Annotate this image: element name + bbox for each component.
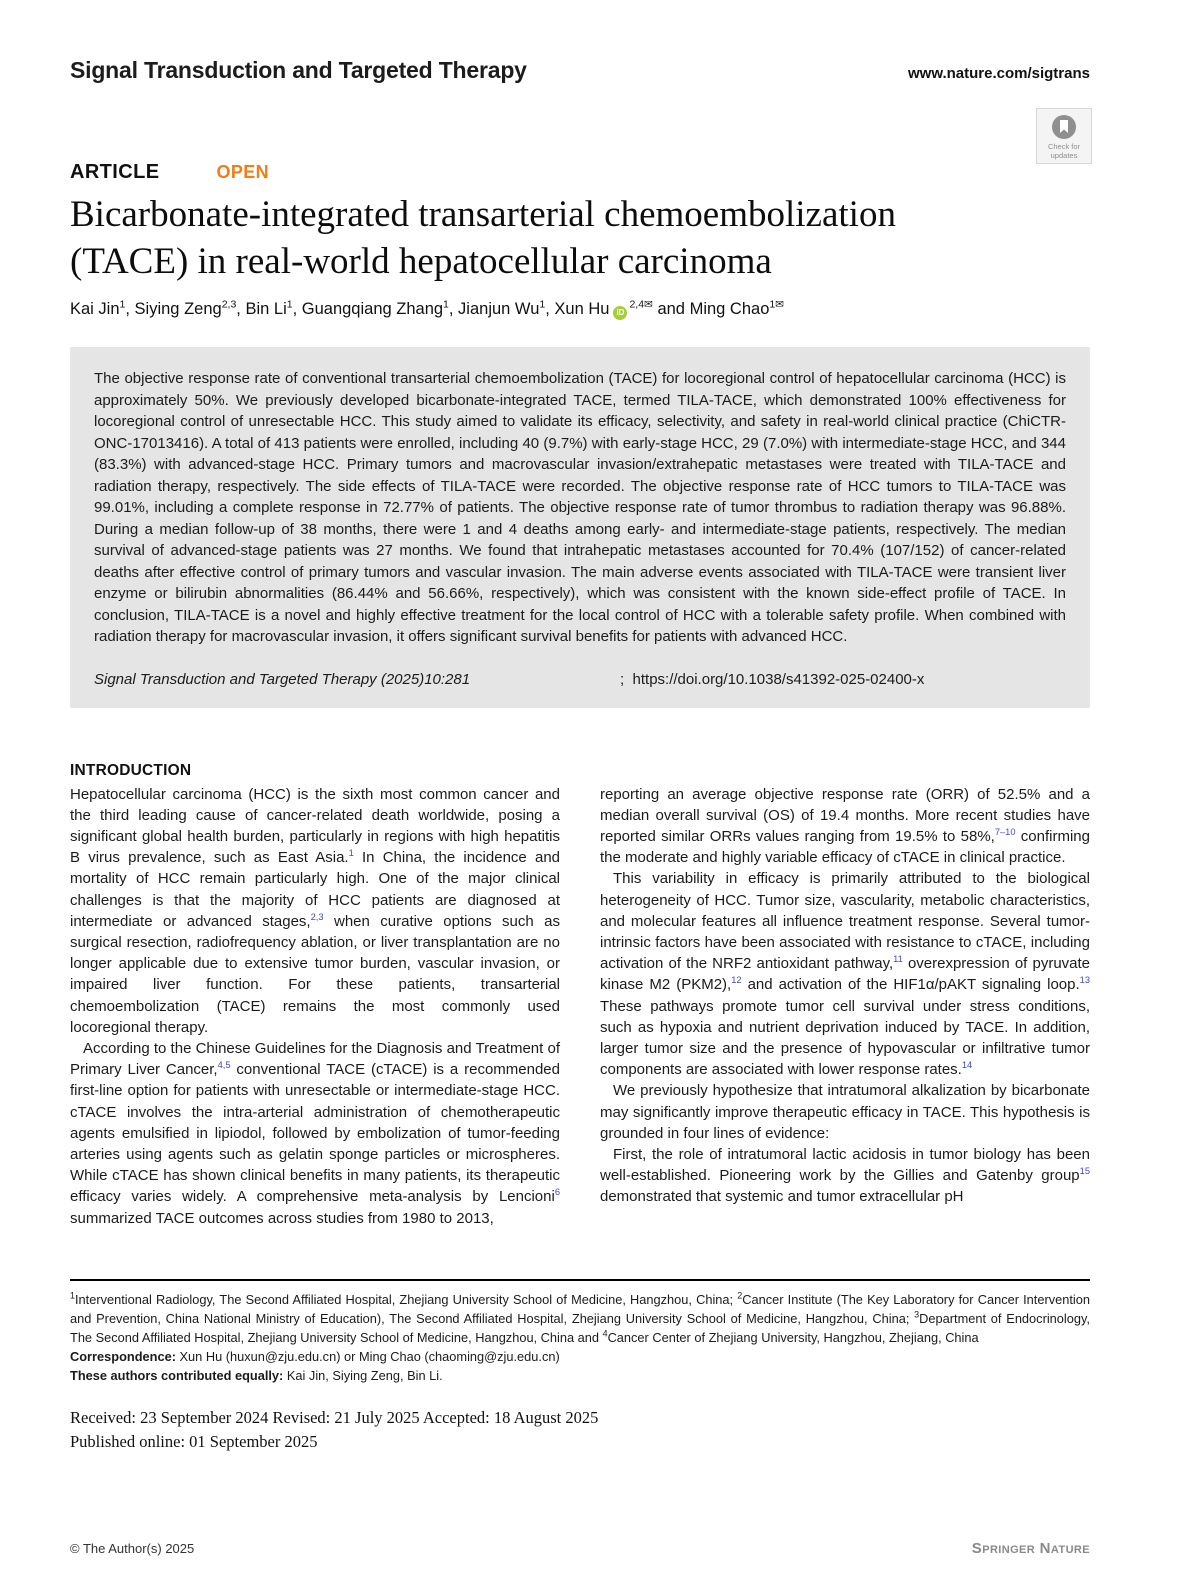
journal-url-link[interactable]: www.nature.com/sigtrans <box>908 65 1090 82</box>
doi-link[interactable]: https://doi.org/10.1038/s41392-025-02400-x <box>632 670 925 688</box>
introduction-heading: INTRODUCTION <box>70 761 192 779</box>
check-for-updates-label: Check for updates <box>1047 142 1081 160</box>
footnotes-block <box>70 1290 1090 1385</box>
orcid-icon[interactable]: iD <box>613 306 627 320</box>
left-column <box>70 784 560 1229</box>
equal-contribution-line: These authors contributed equally: Kai Jin, Siying Zeng, Bin Li. <box>70 1367 443 1383</box>
abstract-box <box>70 347 1090 708</box>
bookmark-circle-icon <box>1051 114 1077 140</box>
journal-name: Signal Transduction and Targeted Therapy <box>70 57 527 83</box>
article-dates <box>70 1406 1090 1454</box>
right-column <box>600 784 1090 1229</box>
correspondence-line: Correspondence: Xun Hu (huxun@zju.edu.cn) or Ming Chao (chaoming@zju.edu.cn) <box>70 1348 560 1364</box>
article-type-label: ARTICLE <box>70 161 160 183</box>
paragraph: First, the role of intratumoral lactic acidosis in tumor biology has been well-established. Pioneering work by the Gillies and Gatenby group$^{15}$ demonstrated that systemic and tumor extracellular pH <box>600 1145 1090 1206</box>
received-revised-accepted-line: Received: 23 September 2024 Revised: 21 July 2025 Accepted: 18 August 2025 <box>70 1407 599 1427</box>
page-footer <box>70 1540 1090 1557</box>
citation-journal-volume: Signal Transduction and Targeted Therapy (2025)10:281 <box>94 670 471 688</box>
copyright-notice: © The Author(s) 2025 <box>70 1541 195 1556</box>
author-list: Kai Jin$^1$, Siying Zeng$^{2,3}$, Bin Li$^1$, Guangqiang Zhang$^1$, Jianjun Wu$^1$, Xun Hu $iD^{2,4✉}$ and Ming Chao$^{1✉}$ <box>70 298 785 318</box>
citation-row <box>94 671 1066 688</box>
published-online-line: Published online: 01 September 2025 <box>70 1431 318 1451</box>
title-line-2: (TACE) in real-world hepatocellular carcinoma <box>70 241 772 282</box>
citation-separator: ; <box>620 670 625 688</box>
abstract-text: The objective response rate of conventional transarterial chemoembolization (TACE) for locoregional control of hepatocellular carcinoma (HCC) is approximately 50%. We previously developed bicarbonate-integrated TACE, termed TILA-TACE, which demonstrated 100% effectiveness for locoregional control of unresectable HCC. This study aimed to validate its efficacy, selectivity, and safety in real-world clinical practice (ChiCTR-ONC-17013416). A total of 413 patients were enrolled, including 40 (9.7%) with early-stage HCC, 29 (7.0%) with intermediate-stage HCC, and 344 (83.3%) with advanced-stage HCC. Primary tumors and macrovascular invasion/extrahepatic metastases were treated with TILA-TACE and radiation therapy, respectively. The side effects of TILA-TACE were recorded. The objective response rate of HCC tumors to TILA-TACE was 99.01%, including a complete response in 72.77% of patients. The objective response rate of tumor thrombus to radiation therapy was 96.88%. During a median follow-up of 38 months, there were 1 and 4 deaths among early- and intermediate-stage patients, respectively. The median survival of advanced-stage patients was 27 months. We found that intrahepatic metastases accounted for 70.4% (107/152) of cancer-related deaths after effective control of primary tumors and vascular invasion. The main adverse events associated with TILA-TACE were transient liver enzyme or bilirubin abnormalities (86.44% and 56.66%, respectively), which was consistent with the known side-effect profile of TACE. In conclusion, TILA-TACE is a novel and highly effective treatment for the local control of HCC with a tolerable safety profile. When combined with radiation therapy for macrovascular invasion, it offers significant survival benefits for patients with advanced HCC. <box>94 370 1066 645</box>
title-line-1: Bicarbonate-integrated transarterial chemoembolization <box>70 194 896 235</box>
affiliations-text: $^1$Interventional Radiology, The Second Affiliated Hospital, Zhejiang University School of Medicine, Hangzhou, China; $^2$Cancer Institute (The Key Laboratory for Cancer Intervention and Prevention, China National Ministry of Education), The Second Affiliated Hospital, Zhejiang University School of Medicine, Hangzhou, China; $^3$Department of Endocrinology, The Second Affiliated Hospital, Zhejiang University School of Medicine, Hangzhou, China and $^4$Cancer Center of Zhejiang University, Hangzhou, Zhejiang, China <box>70 1290 1090 1345</box>
citation-doi-wrap <box>620 671 924 688</box>
introduction-section <box>70 762 1090 1229</box>
check-for-updates-badge[interactable] <box>1036 108 1092 164</box>
page-header <box>70 0 1090 84</box>
paragraph: reporting an average objective response rate (ORR) of 52.5% and a median overall survival (OS) of 19.4 months. More recent studies have reported similar ORRs values ranging from 19.5% to 58%,$^{7-10}$ confirming the moderate and highly variable efficacy of cTACE in clinical practice. <box>600 785 1090 867</box>
article-title <box>70 191 1090 285</box>
two-column-body <box>70 784 1090 1229</box>
article-kind-row <box>70 161 1090 184</box>
paragraph: According to the Chinese Guidelines for the Diagnosis and Treatment of Primary Liver Cancer,$^{4,5}$ conventional TACE (cTACE) is a recommended first-line option for patients with unresectable or intermediate-stage HCC. cTACE involves the intra-arterial administration of chemotherapeutic agents emulsified in lipiodol, followed by embolization of tumor-feeding arteries using agents such as gelatin sponge particles or microspheres. While cTACE has shown clinical benefits in many patients, its therapeutic efficacy varies widely. A comprehensive meta-analysis by Lencioni$^6$ summarized TACE outcomes across studies from 1980 to 2013, <box>70 1039 560 1227</box>
paragraph: This variability in efficacy is primarily attributed to the biological heterogeneity of HCC. Tumor size, vascularity, metabolic characteristics, and molecular features all influence treatment response. Several tumor-intrinsic factors have been associated with resistance to cTACE, including activation of the NRF2 antioxidant pathway,$^{11}$ overexpression of pyruvate kinase M2 (PKM2),$^{12}$ and activation of the HIF1α/pAKT signaling loop.$^{13}$ These pathways promote tumor cell survival under stress conditions, such as hypoxia and nutrient deprivation induced by TACE. In addition, larger tumor size and the presence of hypovascular or infiltrative tumor components are associated with lower response rates.$^{14}$ <box>600 870 1091 1079</box>
footnote-divider <box>70 1279 1090 1281</box>
paragraph: We previously hypothesize that intratumoral alkalization by bicarbonate may significantly improve therapeutic efficacy in TACE. This hypothesis is grounded in four lines of evidence: <box>600 1082 1090 1142</box>
paragraph: Hepatocellular carcinoma (HCC) is the sixth most common cancer and the third leading cause of cancer-related death worldwide, posing a significant global health burden, particularly in regions with high hepatitis B virus prevalence, such as East Asia.$^1$ In China, the incidence and mortality of HCC remain particularly high. One of the major clinical challenges is that the majority of HCC patients are diagnosed at intermediate or advanced stages,$^{2,3}$ when curative options such as surgical resection, radiofrequency ablation, or liver transplantation are no longer applicable due to extensive tumor burden, vascular invasion, or impaired liver function. For these patients, transarterial chemoembolization (TACE) remains the most commonly used locoregional therapy. <box>70 785 560 1036</box>
open-access-label: OPEN <box>216 162 270 182</box>
publisher-logo: Springer Nature <box>971 1540 1090 1557</box>
